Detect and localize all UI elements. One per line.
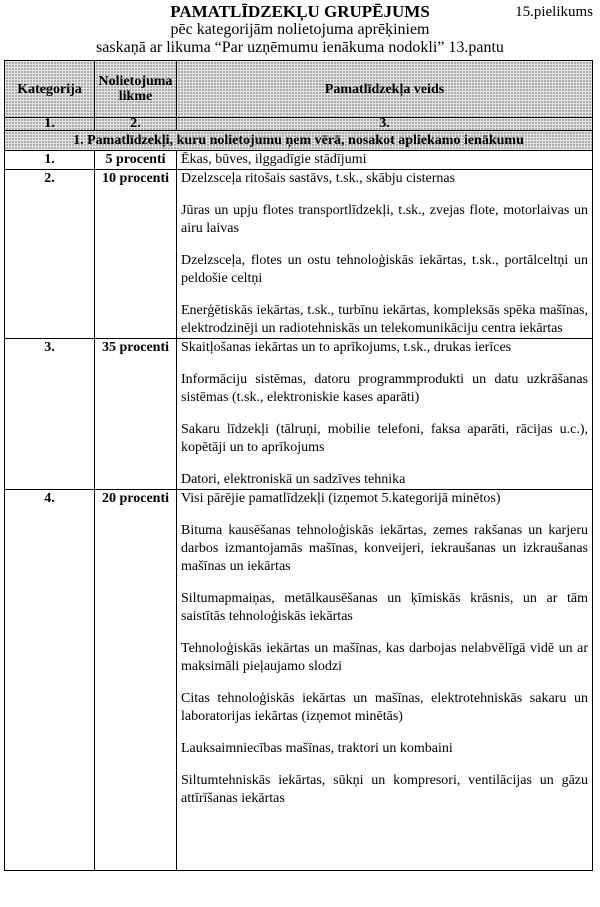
category-row (5, 170, 593, 339)
subtitle-line-2: saskaņā ar likuma “Par uzņēmumu ienākuma nodokli” 13.pantu (96, 39, 504, 56)
asset-types (177, 151, 593, 170)
asset-type-item: Dzelzsceļa ritošais sastāvs, t.sk., skābju cisternas (181, 171, 456, 186)
category-number: 2. (5, 170, 95, 339)
section-header-row (5, 131, 593, 151)
column-header-row (5, 61, 593, 118)
asset-type-item: Siltumapmaiņas, metālkausēšanas un ķīmiskās krāsnis, un ar tām saistītās tehnoloģiskās iekārtas (181, 591, 588, 624)
asset-type-item: Dzelzsceļa, flotes un ostu tehnoloģiskās iekārtas, t.sk., portālceltņi un peldošie celtņi (181, 253, 588, 286)
col-number: 2. (95, 118, 177, 131)
col-number: 3. (177, 118, 593, 131)
col-header-category: Kategorija (5, 61, 95, 118)
asset-types (177, 170, 593, 339)
category-number: 4. (5, 490, 95, 871)
asset-type-item: Sakaru līdzekļi (tālruņi, mobilie telefoni, faksa aparāti, rācijas u.c.), kopētāji un to aprīkojums (181, 422, 588, 455)
depreciation-rate: 5 procenti (95, 151, 177, 170)
category-number: 1. (5, 151, 95, 170)
asset-type-item: Tehnoloģiskās iekārtas un mašīnas, kas darbojas nelabvēlīgā vidē un ar maksimāli pieļaujamo slodzi (181, 641, 588, 674)
depreciation-rate: 10 procenti (95, 170, 177, 339)
col-header-rate: Nolietojuma likme (95, 61, 177, 118)
asset-type-item: Skaitļošanas iekārtas un to aprīkojums, t.sk., drukas ierīces (181, 340, 512, 355)
asset-type-item: Lauksaimniecības mašīnas, traktori un kombaini (181, 741, 453, 756)
col-header-type: Pamatlīdzekļa veids (177, 61, 593, 118)
asset-type-item: Ēkas, būves, ilggadīgie stādījumi (181, 152, 367, 167)
category-row (5, 151, 593, 170)
depreciation-rate: 35 procenti (95, 339, 177, 490)
asset-grouping-table (4, 60, 593, 871)
asset-type-item: Visi pārējie pamatlīdzekļi (izņemot 5.kategorijā minētos) (181, 491, 501, 506)
asset-type-item: Datori, elektroniskā un sadzīves tehnika (181, 472, 406, 487)
asset-type-item: Siltumtehniskās iekārtas, sūkņi un kompresori, ventilācijas un gāzu attīrīšanas iekārtas (181, 773, 588, 806)
appendix-label: 15.pielikums (515, 4, 593, 20)
asset-type-item: Citas tehnoloģiskās iekārtas un mašīnas, elektrotehniskās sakaru un laboratorijas iekārtas (izņemot minētās) (181, 691, 588, 724)
asset-types (177, 490, 593, 871)
asset-type-item: Bituma kausēšanas tehnoloģiskās iekārtas, zemes rakšanas un karjeru darbos izmantojamās mašīnas, konveijeri, iekraušanas un izkraušanas mašīnas un iekārtas (181, 523, 588, 574)
column-number-row (5, 118, 593, 131)
category-row (5, 490, 593, 871)
asset-type-item: Jūras un upju flotes transportlīdzekļi, t.sk., zvejas flote, motorlaivas un airu laivas (181, 203, 588, 236)
asset-type-item: Informāciju sistēmas, datoru programmprodukti un datu uzkrāšanas sistēmas (t.sk., elektroniskie kases aparāti) (181, 372, 588, 405)
section-title: 1. Pamatlīdzekļi, kuru nolietojumu ņem vērā, nosakot apliekamo ienākumu (5, 131, 593, 151)
depreciation-rate: 20 procenti (95, 490, 177, 871)
category-number: 3. (5, 339, 95, 490)
col-number: 1. (5, 118, 95, 131)
page-title: PAMATLĪDZEKĻU GRUPĒJUMS (170, 2, 430, 21)
asset-type-item: Enerģētiskās iekārtas, t.sk., turbīnu iekārtas, kompleksās spēka mašīnas, elektrodzinēji un radiotehniskās un telekomunikāciju centra iekārtas (181, 303, 588, 336)
asset-types (177, 339, 593, 490)
subtitle-line-1: pēc kategorijām nolietojuma aprēķiniem (170, 21, 430, 38)
category-row (5, 339, 593, 490)
